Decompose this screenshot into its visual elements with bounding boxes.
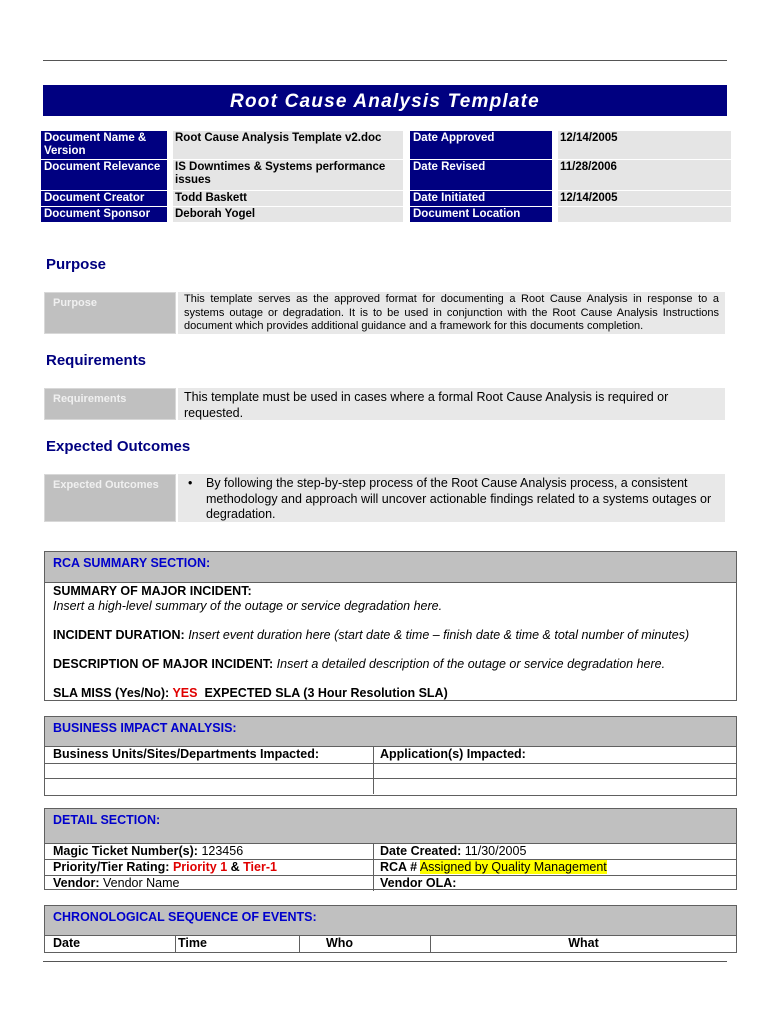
col-what: What — [568, 936, 599, 950]
vendor-value: Vendor Name — [103, 876, 180, 890]
purpose-heading: Purpose — [46, 256, 107, 273]
detail-section — [44, 808, 737, 890]
impact-col-apps: Application(s) Impacted: — [380, 747, 526, 761]
summary-label: SUMMARY OF MAJOR INCIDENT: — [53, 584, 252, 598]
created-value: 11/30/2005 — [464, 844, 527, 858]
outcomes-box — [178, 474, 725, 522]
doc-name-label: Document Name & Version — [41, 131, 167, 159]
description-text: Insert a detailed description of the outage or service degradation here. — [276, 657, 666, 671]
rca-summary-heading: RCA SUMMARY SECTION: — [45, 552, 736, 583]
ticket-value: 123456 — [201, 844, 244, 858]
top-rule — [43, 60, 727, 61]
impact-row-1 — [45, 764, 736, 779]
doc-sponsor-value: Deborah Yogel — [173, 207, 403, 222]
sla-row — [53, 686, 728, 701]
chronology-section — [44, 905, 737, 953]
created-row — [374, 844, 736, 860]
chronology-heading: CHRONOLOGICAL SEQUENCE OF EVENTS: — [45, 906, 736, 936]
summary-text: Insert a high-level summary of the outage or service degradation here. — [53, 599, 443, 613]
doc-name-value: Root Cause Analysis Template v2.doc — [173, 131, 403, 159]
impact-cell[interactable] — [45, 764, 374, 778]
ticket-row — [45, 844, 373, 860]
col-date: Date — [45, 936, 176, 952]
outcomes-text: By following the step-by-step process of the Root Cause Analysis process, a consistent methodology and approach will uncover actionable findings related to a systems outages or degradation. — [206, 476, 712, 521]
date-approved-label: Date Approved — [410, 131, 552, 159]
doc-creator-value: Todd Baskett — [173, 191, 403, 206]
detail-heading: DETAIL SECTION: — [45, 809, 736, 844]
doc-sponsor-label: Document Sponsor — [41, 207, 167, 222]
doc-relevance-label: Document Relevance — [41, 160, 167, 190]
detail-left-col — [45, 844, 374, 891]
rca-value: Assigned by Quality Management — [419, 860, 607, 874]
priority-row — [45, 860, 373, 876]
requirements-heading: Requirements — [46, 352, 147, 369]
rca-summary-section — [44, 551, 737, 701]
doc-creator-label: Document Creator — [41, 191, 167, 206]
requirements-text: This template must be used in cases where a formal Root Cause Analysis is required or requested. — [178, 388, 725, 420]
vendor-row — [53, 876, 373, 891]
duration-row — [53, 628, 728, 643]
doc-relevance-value: IS Downtimes & Systems performance issues — [173, 160, 403, 190]
bottom-rule — [43, 961, 727, 962]
requirements-side-label: Requirements — [44, 388, 176, 420]
title-banner — [43, 85, 727, 116]
sla-value: YES — [172, 686, 198, 700]
priority-label: Priority/Tier Rating: — [53, 860, 170, 874]
outcomes-heading: Expected Outcomes — [46, 438, 191, 455]
vendor-ola-label: Vendor OLA: — [380, 876, 457, 890]
doc-location-label: Document Location — [410, 207, 552, 222]
impact-row-2 — [45, 779, 736, 794]
description-label: DESCRIPTION OF MAJOR INCIDENT: — [53, 657, 274, 671]
sla-label: SLA MISS (Yes/No): — [53, 686, 170, 700]
detail-right-col — [374, 844, 736, 891]
bullet-icon: • — [188, 476, 193, 490]
duration-label: INCIDENT DURATION: — [53, 628, 185, 642]
business-impact-heading: BUSINESS IMPACT ANALYSIS: — [45, 717, 736, 747]
col-who: Who — [300, 936, 431, 952]
impact-cell[interactable] — [45, 779, 374, 794]
impact-col-units: Business Units/Sites/Departments Impacted: — [45, 747, 374, 763]
rca-label: RCA # — [380, 860, 418, 874]
date-approved-value: 12/14/2005 — [558, 131, 731, 159]
sla-expected: EXPECTED SLA (3 Hour Resolution SLA) — [204, 686, 448, 700]
col-time: Time — [176, 936, 300, 952]
chronology-header-row — [45, 936, 736, 952]
impact-cell[interactable] — [374, 779, 736, 794]
priority-amp: & — [230, 860, 240, 874]
purpose-text: This template serves as the approved format for documenting a Root Cause Analysis in response to a systems outage or degradation. It is to be used in conjunction with the Root Cause Analysis Instructions document which provides additional guidance and a framework for this documents completion. — [178, 292, 725, 334]
detail-grid — [45, 844, 736, 891]
created-label: Date Created: — [380, 844, 462, 858]
business-impact-section — [44, 716, 737, 796]
date-revised-label: Date Revised — [410, 160, 552, 190]
date-initiated-value: 12/14/2005 — [558, 191, 731, 206]
priority-value: Priority 1 — [172, 860, 228, 874]
doc-location-value — [558, 207, 731, 222]
impact-header-row — [45, 747, 736, 764]
duration-text: Insert event duration here (start date & time – finish date & time & total number of minutes) — [188, 628, 690, 642]
description-row — [53, 657, 728, 672]
date-revised-value: 11/28/2006 — [558, 160, 731, 190]
impact-cell[interactable] — [374, 764, 736, 778]
ticket-label: Magic Ticket Number(s): — [53, 844, 198, 858]
outcomes-side-label: Expected Outcomes — [44, 474, 176, 522]
vendor-label: Vendor: — [53, 876, 100, 890]
purpose-side-label: Purpose — [44, 292, 176, 334]
date-initiated-label: Date Initiated — [410, 191, 552, 206]
tier-value: Tier-1 — [243, 860, 277, 874]
page-title: Root Cause Analysis Template — [230, 91, 540, 112]
rca-row — [374, 860, 736, 876]
